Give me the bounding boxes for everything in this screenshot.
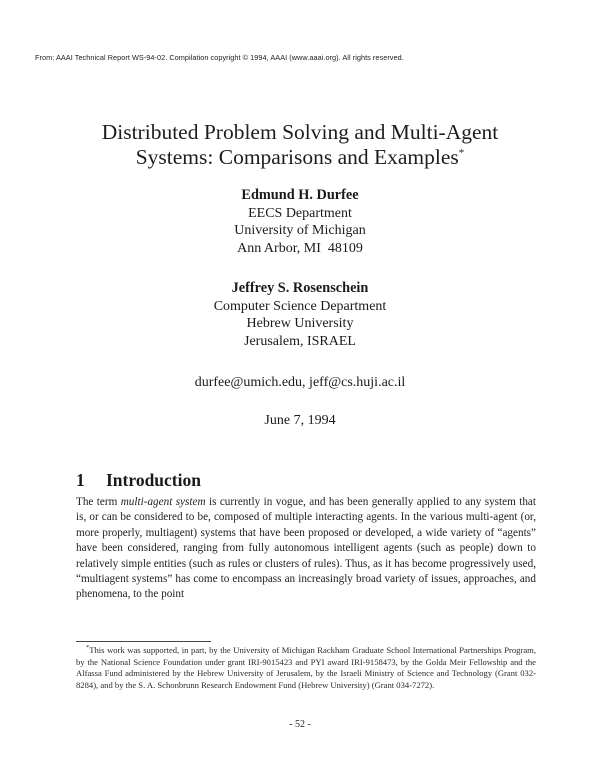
paper-title (0, 120, 600, 170)
footnote-mark: * (86, 644, 90, 652)
author-name: Edmund H. Durfee (241, 187, 359, 203)
author-location: Jerusalem, ISRAEL (244, 333, 356, 349)
footnote-divider (76, 641, 211, 642)
author-block-2 (0, 280, 600, 350)
footnote (76, 645, 536, 691)
author-institution: University of Michigan (234, 223, 366, 238)
page-number: - 52 - (289, 719, 311, 730)
body-paragraph (76, 495, 536, 603)
paragraph-text-start: The term (76, 496, 121, 508)
author-block-1 (0, 187, 600, 257)
author-department: EECS Department (248, 205, 352, 221)
section-heading (76, 470, 201, 491)
author-institution: Hebrew University (246, 316, 354, 331)
author-emails: durfee@umich.edu, jeff@cs.huji.ac.il (194, 375, 406, 390)
title-footnote-mark: * (458, 146, 465, 159)
author-location: Ann Arbor, MI 48109 (237, 240, 363, 256)
author-department: Computer Science Department (213, 298, 387, 314)
paragraph-text-rest: is currently in vogue, and has been generally applied to any system that is, or can be considered to be, composed of multiple interacting agents. In the various multi-agent (or, more properly, multiagent) systems that have been proposed or developed, a wide variety of “agents” have been considered, ranging from fully autonomous intelligent agents (such as people) down to relatively simple entities (such as rules or clusters of rules). Thus, as it has become progressively used, “multiagent systems” has come to encompass an increasingly broad variety of issues, approaches, and phenomena, to the point (76, 496, 537, 601)
emphasized-term: multi-agent system (120, 496, 206, 508)
section-title: Introduction (106, 470, 201, 490)
title-line-1: Distributed Problem Solving and Multi-Agent (101, 120, 499, 144)
title-line-2-text: Systems: Comparisons and Examples (135, 145, 459, 169)
copyright-header: From: AAAI Technical Report WS-94-02. Compilation copyright © 1994, AAAI (www.aaai.org). All rights reserved. (35, 53, 404, 62)
author-name: Jeffrey S. Rosenschein (231, 280, 369, 296)
title-line-2 (0, 145, 600, 170)
section-number: 1 (76, 470, 85, 490)
footnote-paragraph (76, 645, 536, 691)
footnote-text: This work was supported, in part, by the University of Michigan Rackham Graduate School International Partnerships Program, by the National Science Foundation under grant IRI-9015423 and PYI award IRI-9158473, by the Golda Meir Fellowship and the Alfassa Fund administered by the Hebrew University of Jerusalem, by the Israeli Ministry of Science and Technology (Grant 032-8284), and by the S. A. Schonbrunn Research Endowment Fund (Hebrew University) (Grant 034-7272). (76, 645, 536, 690)
paragraph-1 (76, 495, 536, 603)
paper-date: June 7, 1994 (264, 413, 336, 428)
